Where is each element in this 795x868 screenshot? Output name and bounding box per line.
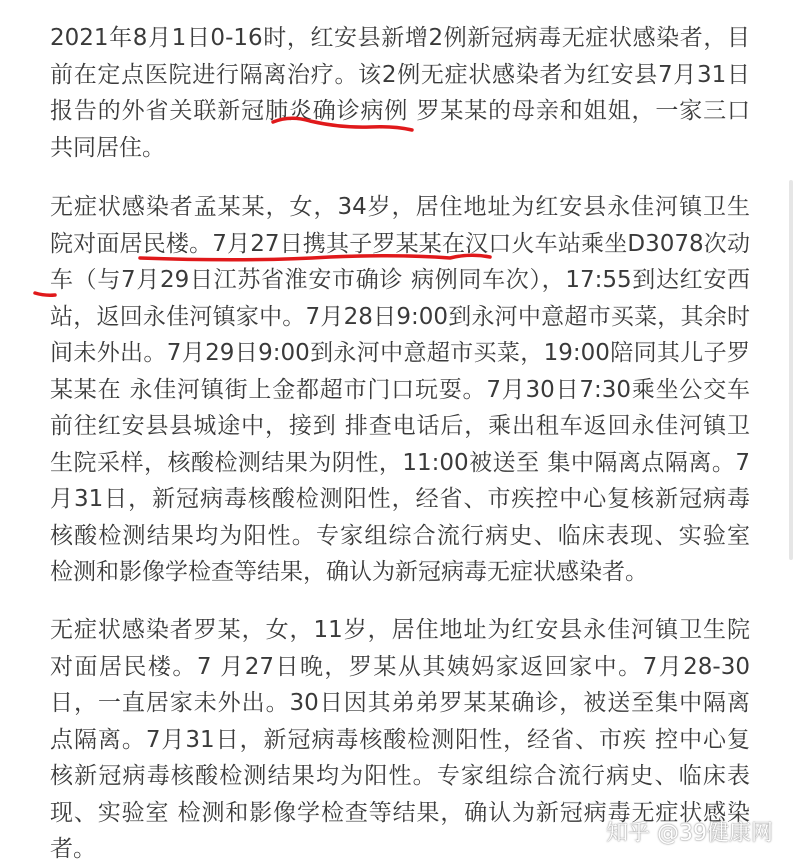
text-line: 核酸检测结果均为阳性。专家组综合流行病史、临床表现、实验室 <box>50 522 750 549</box>
text-line: 2021年8月1日0-16时，红安县新增2例新冠病毒无症状感染者，目 <box>50 25 750 51</box>
text-line: 前在定点医院进行隔离治疗。该2例无症状感染者为红安县7月31日 <box>50 61 750 88</box>
text-line: 核新冠病毒核酸检测结果均为阳性。专家组综合流行病史、临床表 <box>50 763 750 789</box>
text-line: 共同居住。 <box>50 134 165 161</box>
text-line: 间未外出。7月29日9:00到永河中意超市买菜，19:00陪同其儿子罗 <box>50 340 750 366</box>
text-line: 对面居民楼。7 月27日晚，罗某从其姨妈家返回家中。7月28-30 <box>50 653 750 680</box>
text-line: 某某在 永佳河镇街上金都超市门口玩耍。7月30日7:30乘坐公交车 <box>50 376 750 403</box>
text-line: 生院采样，核酸检测结果为阴性，11:00被送至 集中隔离点隔离。7 <box>50 449 750 476</box>
paragraph-1 <box>50 20 750 166</box>
text-line: 现、实验室 检测和影像学检查等结果，确认为新冠病毒无症状感染 <box>50 799 750 826</box>
text-line: 日，一直居家未外出。30日因其弟弟罗某某确诊，被送至集中隔离 <box>50 690 750 716</box>
text-line: 院对面居民楼。7月27日携其子罗某某在汉口火车站乘坐D3078次动 <box>50 230 750 257</box>
text-line: 前往红安县县城途中，接到 排查电话后，乘出租车返回永佳河镇卫 <box>50 413 750 439</box>
text-line: 站，返回永佳河镇家中。7月28日9:00到永河中意超市买菜，其余时 <box>50 303 750 330</box>
text-line: 点隔离。7月31日，新冠病毒核酸检测阳性，经省、市疾 控中心复 <box>50 726 750 753</box>
text-line: 月31日，新冠病毒核酸检测阳性，经省、市疾控中心复核新冠病毒 <box>50 486 750 512</box>
text-line: 车（与7月29日江苏省淮安市确诊 病例同车次），17:55到达红安西 <box>50 267 750 293</box>
text-line: 无症状感染者孟某某，女，34岁，居住地址为红安县永佳河镇卫生 <box>50 194 750 220</box>
paragraph-2 <box>50 189 750 591</box>
scrollbar[interactable] <box>789 180 793 560</box>
text-line: 无症状感染者罗某，女，11岁，居住地址为红安县永佳河镇卫生院 <box>50 617 750 643</box>
watermark: 知乎 @39健康网 <box>606 821 773 846</box>
text-line: 者。 <box>50 836 96 862</box>
text-line: 报告的外省关联新冠肺炎确诊病例 罗某某的母亲和姐姐，一家三口 <box>50 98 750 124</box>
text-line: 检测和影像学检查等结果，确认为新冠病毒无症状感染者。 <box>50 559 648 585</box>
